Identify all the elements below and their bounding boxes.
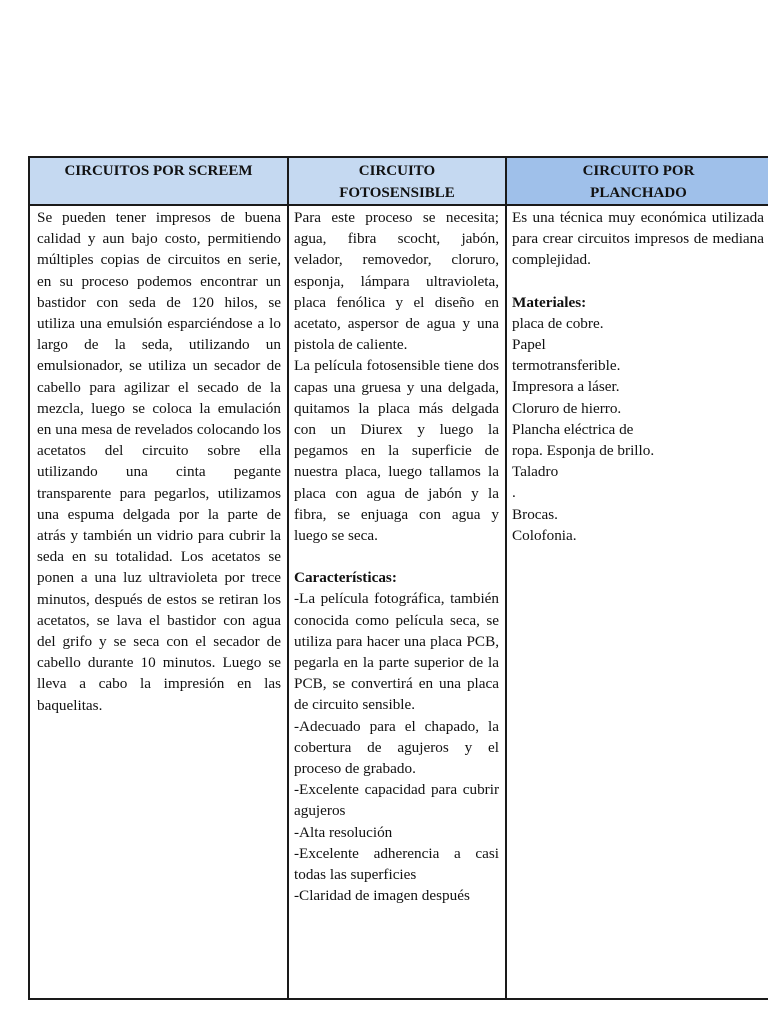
characteristic-item: -Claridad de imagen después xyxy=(294,887,470,905)
characteristic-item: -La película fotográfica, también conocida como película seca, se utiliza para hacer una placa PCB, pegarla en la parte superior de la PCB, se convertirá en una placa de circuito sensible. xyxy=(294,590,499,714)
material-item: Taladro xyxy=(512,463,559,481)
material-item: Impresora a láser. xyxy=(512,378,620,396)
header-photosensitive: CIRCUITO FOTOSENSIBLE xyxy=(289,158,507,206)
comparison-table xyxy=(28,156,768,1000)
characteristic-item: -Adecuado para el chapado, la cobertura de agujeros y el proceso de grabado. xyxy=(294,717,499,778)
header-screen: CIRCUITOS POR SCREEM xyxy=(30,158,289,206)
characteristic-item: -Alta resolución xyxy=(294,823,393,841)
material-item: ropa. Esponja de brillo. xyxy=(512,442,655,460)
characteristics-heading: Características: xyxy=(294,569,397,587)
material-item: termotransferible. xyxy=(512,357,621,375)
cell-photosensitive xyxy=(289,206,507,998)
characteristic-item: -Excelente capacidad para cubrir agujeros xyxy=(294,781,499,820)
material-item: . xyxy=(512,484,516,502)
spacer xyxy=(512,271,764,292)
photo-materials-paragraph: Para este proceso se necesita; agua, fibra scocht, jabón, velador, removedor, cloruro, esponja, lámpara ultravioleta, placa fenólica y el diseño en acetato, aspersor de agua y una pistola de caliente. xyxy=(294,209,499,354)
ironing-intro: Es una técnica muy económica utilizada para crear circuitos impresos de mediana complejidad. xyxy=(512,209,764,269)
spacer xyxy=(294,546,499,567)
material-item: Colofonia. xyxy=(512,526,577,544)
header-ironing: CIRCUITO POR PLANCHADO xyxy=(507,158,768,206)
material-item: Papel xyxy=(512,336,546,354)
cell-screen xyxy=(30,206,289,998)
material-item: Brocas. xyxy=(512,505,558,523)
material-item: Plancha eléctrica de xyxy=(512,420,634,438)
materials-heading: Materiales: xyxy=(512,293,587,311)
material-item: placa de cobre. xyxy=(512,314,604,332)
screen-description: Se pueden tener impresos de buena calidad y aun bajo costo, permitiendo múltiples copias de circuitos en serie, en su proceso podemos encontrar un bastidor con seda de 120 hilos, se utiliza una emulsión esparciéndose a lo largo de la seda, utilizando un emulsionador, se utiliza un secador de cabello para agilizar el secado de la mezcla, luego se coloca la emulación en una mesa de revelados colocando los acetatos del circuito sobre ella utilizando una cinta pegante transparente para pegarlos, utilizamos una espuma delgada por la parte de atrás y también un vidrio para cubrir la seda en su totalidad. Los acetatos se ponen a una luz ultravioleta por trece minutos, después de estos se retiran los acetatos, se lava el bastidor con agua del grifo y se seca con el secador de cabello durante 10 minutos. Luego se lleva a cabo la impresión en las baquelitas. xyxy=(37,209,281,714)
characteristic-item: -Excelente adherencia a casi todas las superficies xyxy=(294,844,499,884)
cell-ironing xyxy=(507,206,768,998)
material-item: Cloruro de hierro. xyxy=(512,399,622,417)
photo-process-paragraph: La película fotosensible tiene dos capas una gruesa y una delgada, quitamos la placa más delgada con un Diurex y luego la pegamos en la superficie de nuestra placa, luego tallamos la placa con agua de jabón y la fibra, se enjuaga con agua y luego se seca. xyxy=(294,357,499,545)
